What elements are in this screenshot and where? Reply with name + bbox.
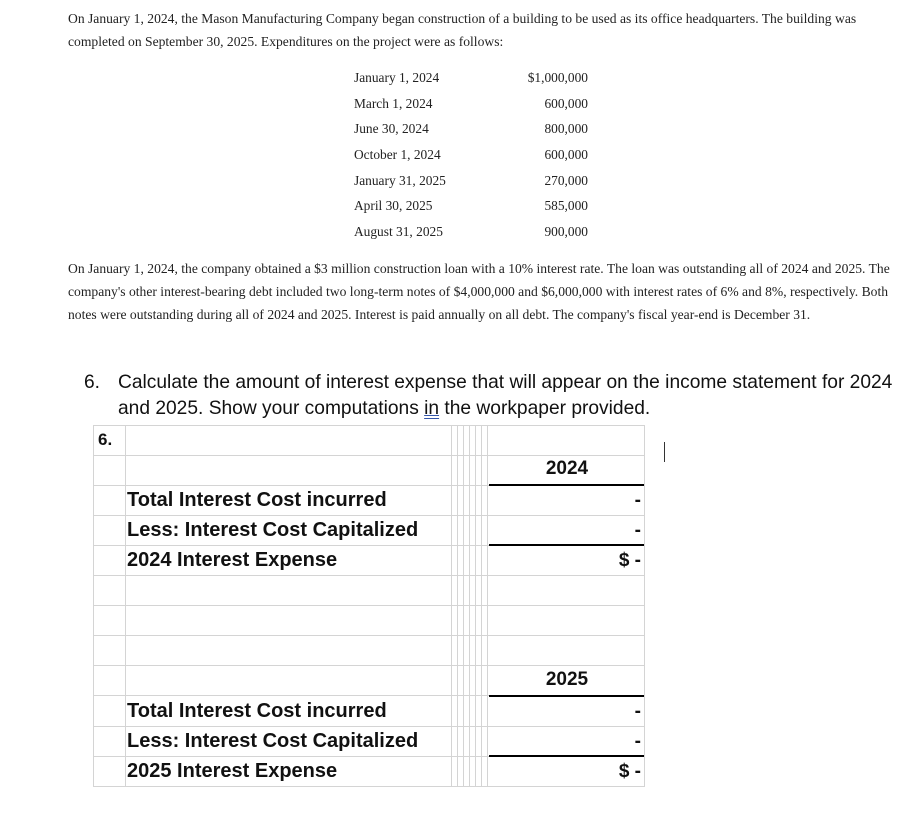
underline-rule xyxy=(489,695,644,697)
grid-line xyxy=(93,515,645,516)
interest-capitalized-label-2024: Less: Interest Cost Capitalized xyxy=(127,519,419,541)
loan-paragraph: On January 1, 2024, the company obtained a $3 million construction loan with a 10% interest rate. The loan was outstanding all of 2024 and 2025. The company's other interest-bearing debt included two long-term notes of $4,000,000 and $6,000,000 with interest rates of 6% and 8%, respectively. Both notes were outstanding during all of 2024 and 2025. Interest is paid annually on all debt. The company's fiscal year-end is December 31. xyxy=(68,261,890,322)
underline-rule xyxy=(489,544,644,546)
grid-line xyxy=(93,665,645,666)
expenditure-date: January 1, 2024 xyxy=(354,70,440,85)
grid-line xyxy=(93,786,645,787)
interest-capitalized-value-2025[interactable]: - xyxy=(634,731,641,752)
grid-line xyxy=(475,425,476,787)
total-interest-cost-label-2025: Total Interest Cost incurred xyxy=(127,700,387,722)
total-interest-cost-label-2024: Total Interest Cost incurred xyxy=(127,489,387,511)
year-header-2024: 2024 xyxy=(545,458,589,479)
grid-line xyxy=(93,425,94,787)
question-text-before: Calculate the amount of interest expense that will appear on the income statement for 2024 and 2025. Show your computations xyxy=(118,372,893,419)
expenditure-amount: 900,000 xyxy=(544,224,588,239)
expenditure-amount: 600,000 xyxy=(544,147,588,162)
question-text-after: the workpaper provided. xyxy=(439,398,651,419)
grid-line xyxy=(93,575,645,576)
expenditure-date: June 30, 2024 xyxy=(354,121,429,136)
interest-expense-value-2025[interactable]: $ - xyxy=(618,761,641,782)
expenditure-amount: 800,000 xyxy=(544,121,588,136)
grid-line xyxy=(93,635,645,636)
expenditure-amount: 270,000 xyxy=(544,173,588,188)
interest-capitalized-label-2025: Less: Interest Cost Capitalized xyxy=(127,730,419,752)
grid-line xyxy=(93,455,645,456)
question-number: 6. xyxy=(84,372,101,393)
expenditure-amount: $1,000,000 xyxy=(527,70,588,85)
grid-line xyxy=(93,425,645,426)
intro-paragraph: On January 1, 2024, the Mason Manufacturing Company began construction of a building to be used as its office headquarters. The building was completed on September 30, 2025. Expenditures on the project were as follows: xyxy=(68,11,857,49)
interest-expense-value-2024[interactable]: $ - xyxy=(618,550,641,571)
grid-line xyxy=(451,425,452,787)
year-header-2025: 2025 xyxy=(545,669,589,690)
interest-expense-label-2024: 2024 Interest Expense xyxy=(127,549,338,571)
grid-line xyxy=(93,605,645,606)
grid-line xyxy=(125,425,126,787)
interest-expense-label-2025: 2025 Interest Expense xyxy=(127,760,338,782)
grid-line xyxy=(93,726,645,727)
underline-rule xyxy=(489,484,644,486)
question-text-underlined: in xyxy=(424,398,440,419)
expenditure-date: October 1, 2024 xyxy=(354,147,441,162)
expenditure-date: January 31, 2025 xyxy=(354,173,446,188)
total-interest-cost-value-2025[interactable]: - xyxy=(634,701,641,722)
question-text xyxy=(118,370,908,422)
workpaper-grid[interactable] xyxy=(93,425,645,787)
grid-line xyxy=(457,425,458,787)
grid-line xyxy=(487,425,488,787)
interest-capitalized-value-2024[interactable]: - xyxy=(634,520,641,541)
grid-line xyxy=(463,425,464,787)
text-cursor xyxy=(664,442,665,462)
total-interest-cost-value-2024[interactable]: - xyxy=(634,490,641,511)
workpaper-label: 6. xyxy=(98,430,113,449)
underline-rule xyxy=(489,755,644,757)
expenditure-amount: 585,000 xyxy=(544,198,588,213)
expenditure-date: August 31, 2025 xyxy=(354,224,443,239)
expenditure-date: March 1, 2024 xyxy=(354,96,433,111)
grid-line xyxy=(481,425,482,787)
grid-line xyxy=(469,425,470,787)
expenditure-amount: 600,000 xyxy=(544,96,588,111)
expenditure-date: April 30, 2025 xyxy=(354,198,433,213)
